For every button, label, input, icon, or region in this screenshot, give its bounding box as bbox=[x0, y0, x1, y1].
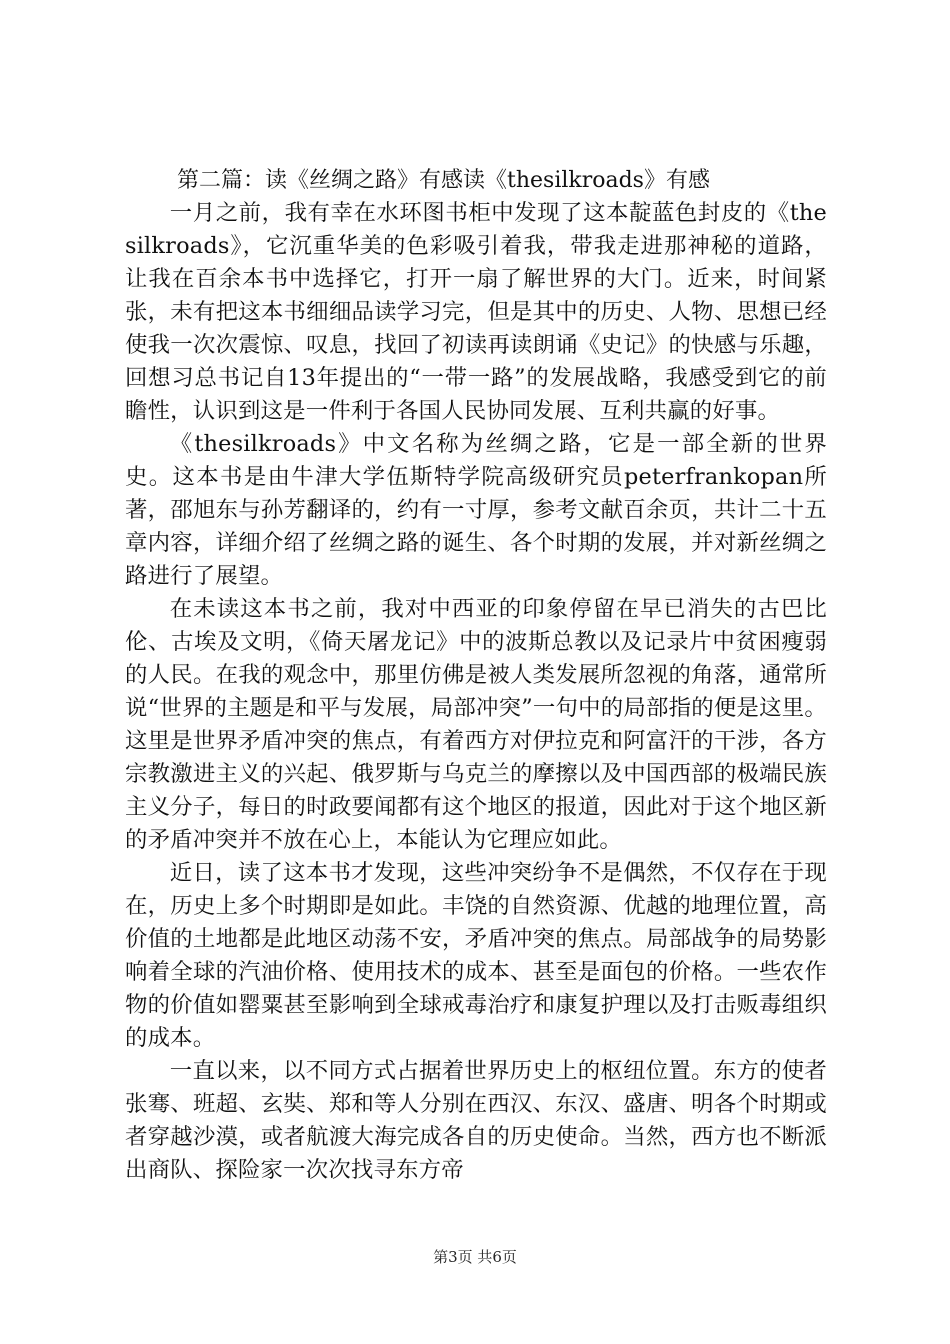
paragraph-3: 在未读这本书之前，我对中西亚的印象停留在早已消失的古巴比伦、古埃及文明，《倚天屠龙记》中的波斯总教以及记录片中贫困瘦弱的人民。在我的观念中，那里仿佛是被人类发展所忽视的角落，通常所说“世界的主题是和平与发展，局部冲突”一句中的局部指的便是这里。这里是世界矛盾冲突的焦点，有着西方对伊拉克和阿富汗的干涉，各方宗教激进主义的兴起、俄罗斯与乌克兰的摩擦以及中国西部的极端民族主义分子，每日的时政要闻都有这个地区的报道，因此对于这个地区新的矛盾冲突并不放在心上，本能认为它理应如此。 bbox=[125, 596, 827, 853]
paragraph-2: 《thesilkroads》中文名称为丝绸之路，它是一部全新的世界史。这本书是由牛津大学伍斯特学院高级研究员peterfrankopan所著，邵旭东与孙芳翻译的，约有一寸厚，参考文献百余页，共计二十五章内容，详细介绍了丝绸之路的诞生、各个时期的发展，并对新丝绸之路进行了展望。 bbox=[125, 431, 827, 589]
paragraph-4: 近日，读了这本书才发现，这些冲突纷争不是偶然，不仅存在于现在，历史上多个时期即是如此。丰饶的自然资源、优越的地理位置，高价值的土地都是此地区动荡不安，矛盾冲突的焦点。局部战争的局势影响着全球的汽油价格、使用技术的成本、甚至是面包的价格。一些农作物的价值如罂粟甚至影响到全球戒毒治疗和康复护理以及打击贩毒组织的成本。 bbox=[125, 860, 827, 1051]
page-number-footer: 第3页 共6页 bbox=[433, 1248, 517, 1266]
paragraph-1: 一月之前，我有幸在水环图书柜中发现了这本靛蓝色封皮的《thesilkroads》，它沉重华美的色彩吸引着我，带我走进那神秘的道路，让我在百余本书中选择它，打开一扇了解世界的大门。近来，时间紧张，未有把这本书细细品读学习完，但是其中的历史、人物、思想已经使我一次次震惊、叹息，找回了初读再读朗诵《史记》的快感与乐趣，回想习总书记自13年提出的“一带一路”的发展战略，我感受到它的前瞻性，认识到这是一件利于各国人民协同发展、互利共赢的好事。 bbox=[125, 200, 827, 424]
document-body bbox=[125, 164, 827, 1187]
paragraph-5: 一直以来，以不同方式占据着世界历史上的枢纽位置。东方的使者张骞、班超、玄奘、郑和等人分别在西汉、东汉、盛唐、明各个时期或者穿越沙漠，或者航渡大海完成各自的历史使命。当然，西方也不断派出商队、探险家一次次找寻东方帝 bbox=[125, 1058, 827, 1183]
document-title: 第二篇：读《丝绸之路》有感读《thesilkroads》有感 bbox=[177, 168, 710, 193]
